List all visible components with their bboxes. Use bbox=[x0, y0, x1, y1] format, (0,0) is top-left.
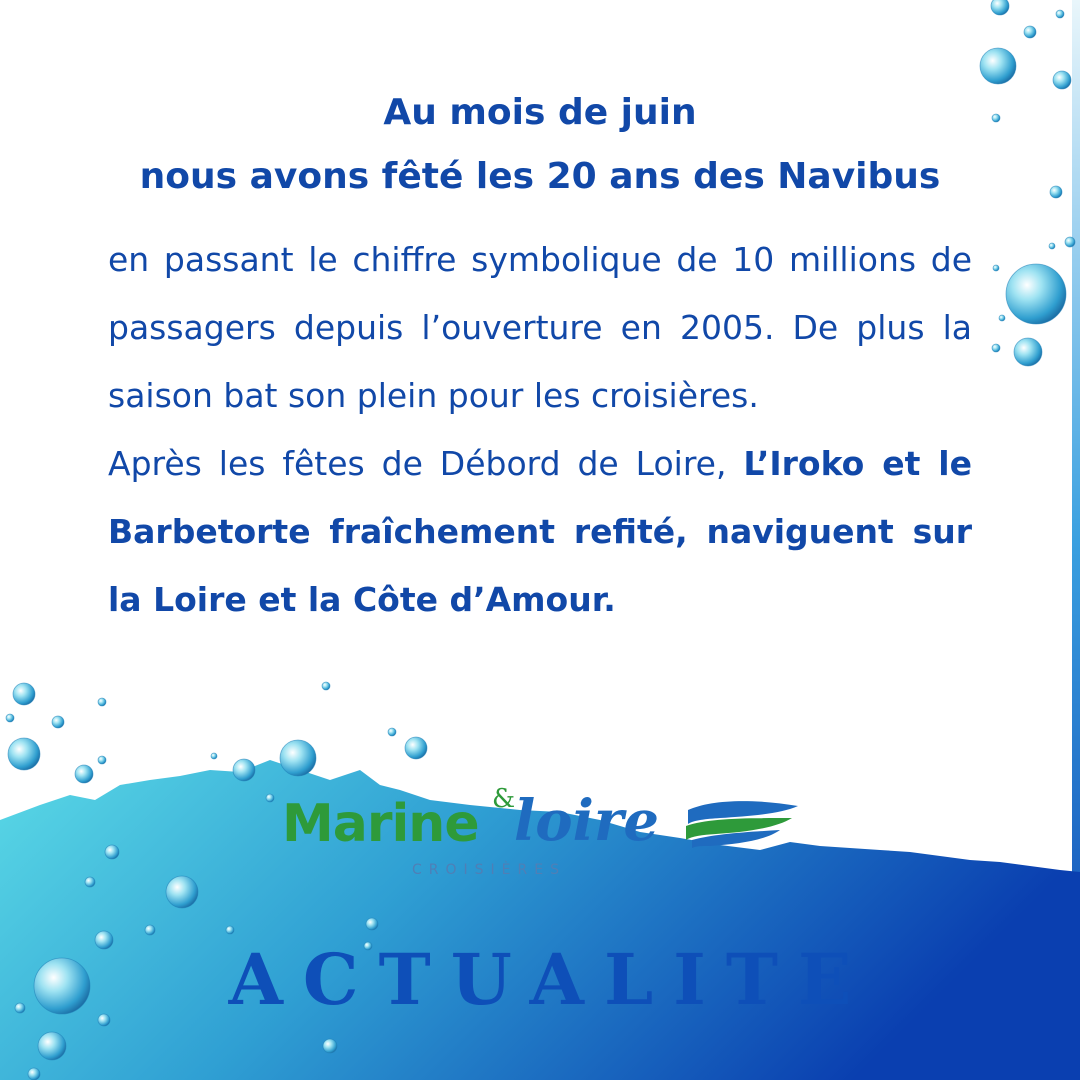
headline-line-1: Au mois de juin bbox=[383, 92, 697, 133]
paragraph-2-intro: Après les fêtes de Débord de Loire, bbox=[108, 444, 727, 483]
footer-title: ACTUALITE bbox=[228, 938, 872, 1021]
logo-loire-text: loire bbox=[514, 788, 660, 854]
logo-marine-text: Marine bbox=[282, 794, 479, 854]
headline-line-2: nous avons fêté les 20 ans des Navibus bbox=[139, 156, 941, 197]
wave-flag-icon bbox=[680, 800, 800, 850]
paragraph-1: en passant le chiffre symbolique de 10 millions de passagers depuis l’ouverture en 2005. De plus la saison bat son plein pour les croisières. bbox=[108, 240, 972, 415]
marine-loire-logo bbox=[282, 784, 802, 884]
body-text bbox=[108, 226, 972, 634]
paragraph-2 bbox=[108, 430, 972, 634]
logo-ampersand: & bbox=[492, 784, 516, 814]
logo-subtitle: CROISIÈRES bbox=[412, 862, 566, 878]
paragraph-2-bold: L’Iroko et le Barbetorte fraîchement refité, naviguent sur la Loire et la Côte d’Amour. bbox=[108, 444, 972, 619]
